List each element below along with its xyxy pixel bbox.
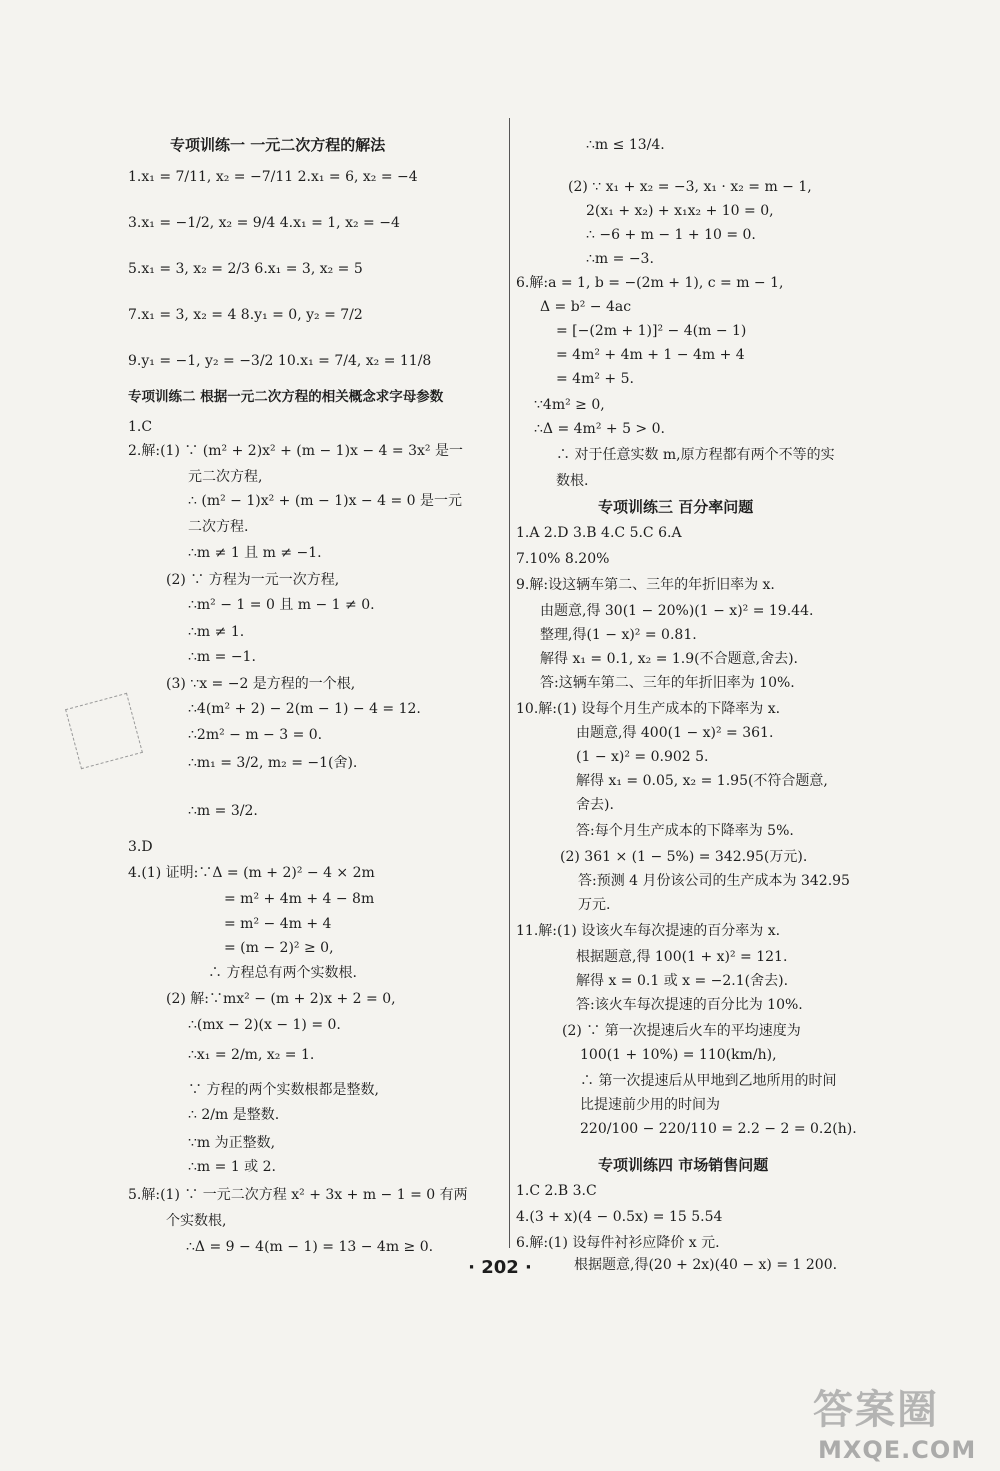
right-answer-line: 由题意,得 30(1 − 20%)(1 − x)² = 19.44. [540,603,814,619]
left-answer-line: ∴m ≠ 1. [188,624,245,640]
left-answer-line: ∴ (m² − 1)x² + (m − 1)x − 4 = 0 是一元 [188,493,463,509]
right-answer-line: 答:这辆车第二、三年的年折旧率为 10%. [540,675,795,691]
left-section-title: 专项训练一 一元二次方程的解法 [170,136,386,154]
left-section-title: 专项训练二 根据一元二次方程的相关概念求字母参数 [128,389,444,405]
right-answer-line: 根据题意,得 100(1 + x)² = 121. [576,949,788,965]
right-answer-line: Δ = b² − 4ac [540,299,632,315]
right-answer-line: 解得 x₁ = 0.05, x₂ = 1.95(不符合题意, [576,773,828,789]
right-answer-line: 解得 x₁ = 0.1, x₂ = 1.9(不合题意,舍去). [540,651,798,667]
right-answer-line: 根据题意,得(20 + 2x)(40 − x) = 1 200. [574,1257,838,1273]
right-answer-line: ∴ −6 + m − 1 + 10 = 0. [586,227,756,243]
left-answer-line: ∴ 方程总有两个实数根. [208,965,357,981]
right-answer-line: 答:预测 4 月份该公司的生产成本为 342.95 [578,873,850,889]
left-answer-line: = m² + 4m + 4 − 8m [224,891,375,907]
left-answer-line: 5.x₁ = 3, x₂ = 2/3 6.x₁ = 3, x₂ = 5 [128,261,363,277]
left-answer-line: ∴m ≠ 1 且 m ≠ −1. [188,545,322,561]
right-answer-line: 6.解:a = 1, b = −(2m + 1), c = m − 1, [516,275,784,291]
right-answer-line: = [−(2m + 1)]² − 4(m − 1) [556,323,747,339]
right-answer-line: 11.解:(1) 设该火车每次提速的百分率为 x. [516,923,781,939]
left-answer-line: = (m − 2)² ≥ 0, [224,940,334,956]
left-answer-line: (3) ∵x = −2 是方程的一个根, [166,676,356,692]
right-answer-line: 9.解:设这辆车第二、三年的年折旧率为 x. [516,577,775,593]
left-answer-line: ∴ 2/m 是整数. [188,1107,280,1123]
right-answer-line: 整理,得(1 − x)² = 0.81. [540,627,697,643]
left-answer-line: ∴m = 3/2. [188,803,258,819]
right-answer-line: 220/100 − 220/110 = 2.2 − 2 = 0.2(h). [580,1121,857,1137]
right-answer-line: (2) ∵ x₁ + x₂ = −3, x₁ · x₂ = m − 1, [568,179,812,195]
right-answer-line: 2(x₁ + x₂) + x₁x₂ + 10 = 0, [586,203,774,219]
right-answer-line: 舍去). [576,797,614,813]
left-answer-line: = m² − 4m + 4 [224,916,332,932]
left-answer-line: ∵ 方程的两个实数根都是整数, [188,1082,379,1098]
left-answer-line: ∴m = 1 或 2. [188,1159,276,1175]
small-stamp-mark [65,693,143,769]
right-answer-line: 答:每个月生产成本的下降率为 5%. [576,823,794,839]
right-answer-line: ∴Δ = 4m² + 5 > 0. [534,421,665,437]
left-answer-line: 2.解:(1) ∵ (m² + 2)x² + (m − 1)x − 4 = 3x² 是一 [128,443,463,459]
column-divider [509,118,510,1248]
left-answer-line: ∴(mx − 2)(x − 1) = 0. [188,1017,341,1033]
right-answer-line: (2) ∵ 第一次提速后火车的平均速度为 [562,1023,801,1039]
left-answer-line: 元二次方程, [188,469,263,485]
watermark-url: MXQE.COM [818,1436,977,1464]
left-answer-line: ∴2m² − m − 3 = 0. [188,727,323,743]
left-answer-line: ∵m 为正整数, [188,1135,276,1151]
left-answer-line: 7.x₁ = 3, x₂ = 4 8.y₁ = 0, y₂ = 7/2 [128,307,363,323]
right-section-title: 专项训练三 百分率问题 [598,498,754,516]
right-answer-line: 10.解:(1) 设每个月生产成本的下降率为 x. [516,701,781,717]
left-answer-line: ∴4(m² + 2) − 2(m − 1) − 4 = 12. [188,701,421,717]
right-answer-line: 数根. [556,473,589,489]
left-answer-line: 9.y₁ = −1, y₂ = −3/2 10.x₁ = 7/4, x₂ = 11/8 [128,353,432,369]
right-answer-line: ∴m = −3. [586,251,654,267]
left-answer-line: ∴m = −1. [188,649,256,665]
watermark-logo-text: 答案圈 [813,1387,939,1433]
right-answer-line: 1.A 2.D 3.B 4.C 5.C 6.A [516,525,682,541]
right-answer-line: 由题意,得 400(1 − x)² = 361. [576,725,774,741]
left-answer-line: 4.(1) 证明:∵Δ = (m + 2)² − 4 × 2m [128,865,375,881]
site-watermark [808,1378,988,1468]
right-answer-line: ∵4m² ≥ 0, [534,397,605,413]
right-answer-line: 6.解:(1) 设每件衬衫应降价 x 元. [516,1235,720,1251]
right-answer-line: 100(1 + 10%) = 110(km/h), [580,1047,777,1063]
right-answer-line: = 4m² + 4m + 1 − 4m + 4 [556,347,745,363]
left-answer-line: (2) ∵ 方程为一元一次方程, [166,572,340,588]
right-answer-line: (1 − x)² = 0.902 5. [576,749,709,765]
stamp-text [70,708,130,724]
left-answer-line: 1.x₁ = 7/11, x₂ = −7/11 2.x₁ = 6, x₂ = −4 [128,169,418,185]
right-answer-line: 比提速前少用的时间为 [580,1097,720,1113]
right-answer-line: 解得 x = 0.1 或 x = −2.1(舍去). [576,973,789,989]
right-answer-line: = 4m² + 5. [556,371,634,387]
left-answer-line: ∴Δ = 9 − 4(m − 1) = 13 − 4m ≥ 0. [186,1239,434,1255]
left-answer-line: 1.C [128,419,153,435]
left-answer-line: 3.x₁ = −1/2, x₂ = 9/4 4.x₁ = 1, x₂ = −4 [128,215,400,231]
right-answer-line: 万元. [578,897,611,913]
left-answer-line: 二次方程. [188,519,249,535]
left-answer-line: 3.D [128,839,153,855]
left-answer-line: (2) 解:∵mx² − (m + 2)x + 2 = 0, [166,991,396,1007]
right-answer-line: 答:该火车每次提速的百分比为 10%. [576,997,803,1013]
right-section-title: 专项训练四 市场销售问题 [598,1156,769,1174]
left-answer-line: ∴m² − 1 = 0 且 m − 1 ≠ 0. [188,597,375,613]
right-answer-line: 4.(3 + x)(4 − 0.5x) = 15 5.54 [516,1209,723,1225]
right-answer-line: ∴ 第一次提速后从甲地到乙地所用的时间 [580,1073,837,1089]
left-answer-line: ∴x₁ = 2/m, x₂ = 1. [188,1047,315,1063]
right-answer-line: (2) 361 × (1 − 5%) = 342.95(万元). [560,849,808,865]
page-number: · 202 · [468,1257,532,1278]
left-answer-line: ∴m₁ = 3/2, m₂ = −1(舍). [188,755,358,771]
left-answer-line: 个实数根, [166,1213,227,1229]
right-answer-line: 1.C 2.B 3.C [516,1183,597,1199]
right-answer-line: 7.10% 8.20% [516,551,610,567]
left-answer-line: 5.解:(1) ∵ 一元二次方程 x² + 3x + m − 1 = 0 有两 [128,1187,468,1203]
right-answer-line: ∴ 对于任意实数 m,原方程都有两个不等的实 [556,447,835,463]
right-answer-line: ∴m ≤ 13/4. [586,137,665,153]
